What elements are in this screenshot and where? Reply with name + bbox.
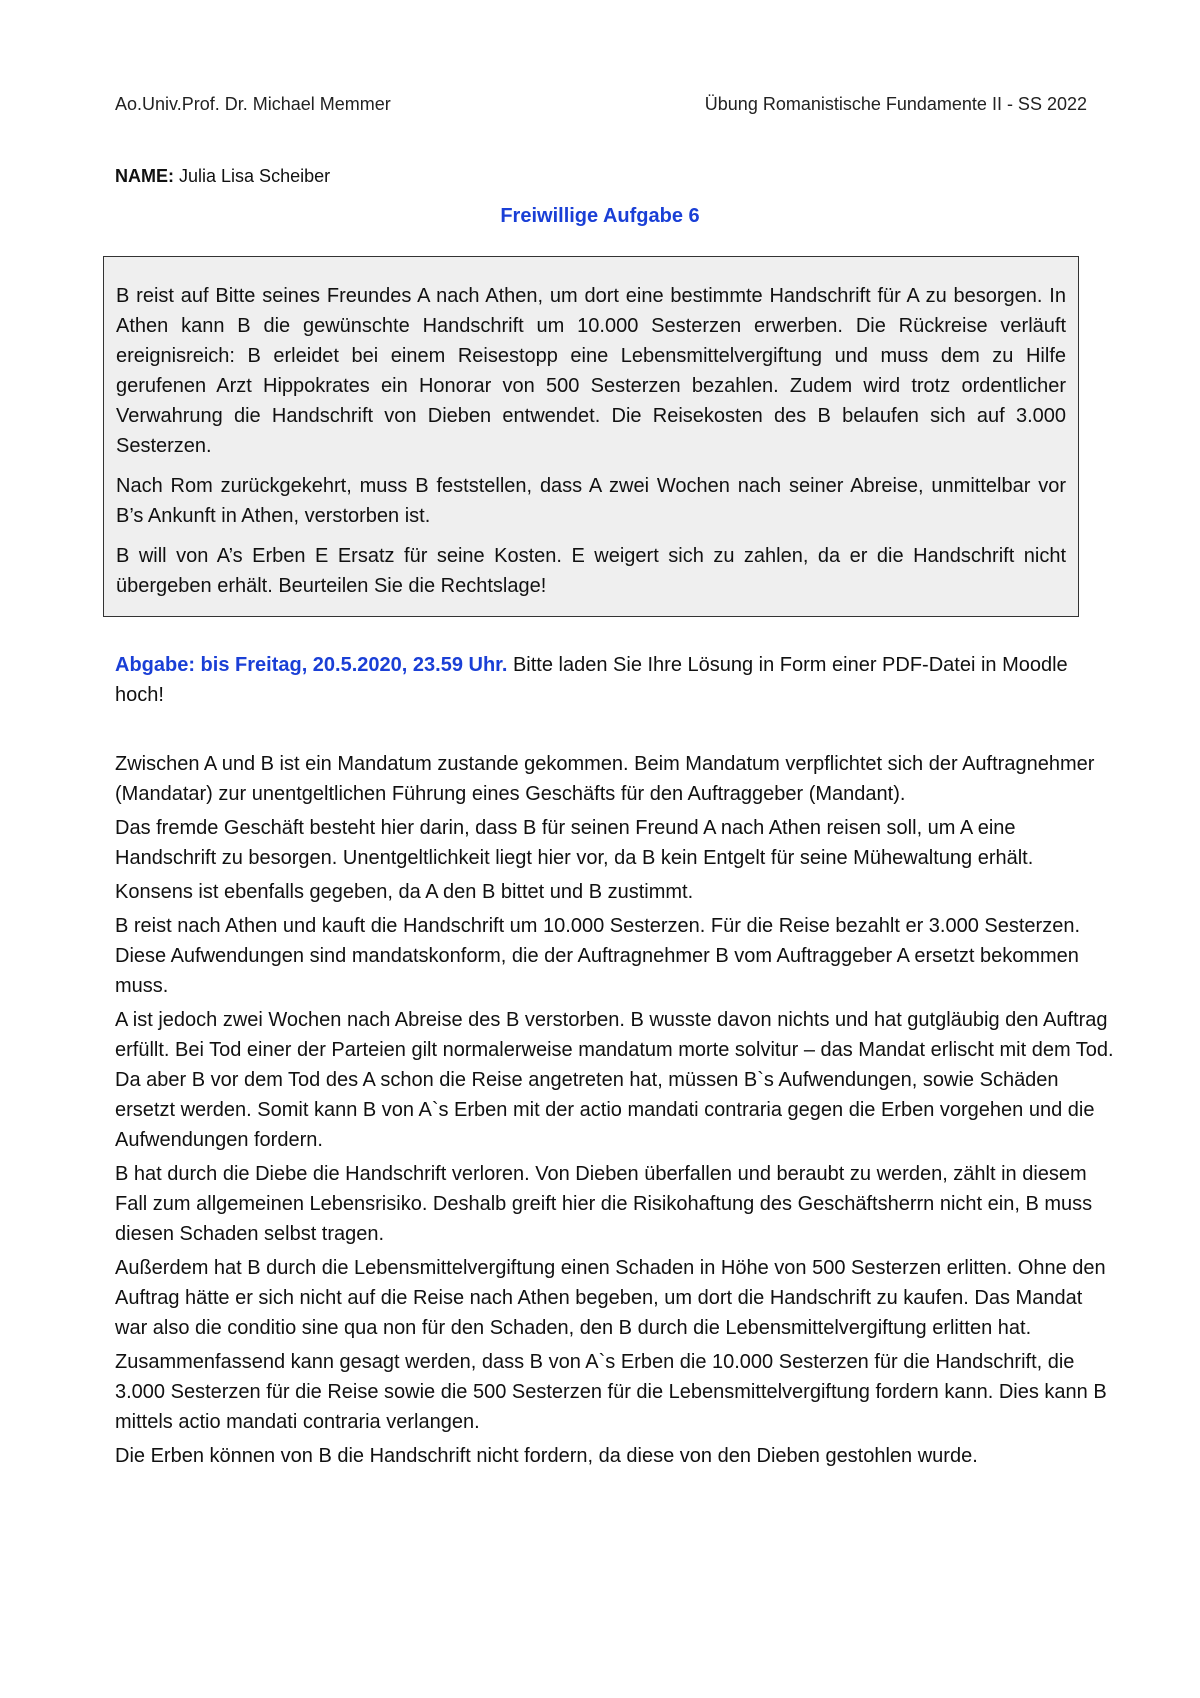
page-header (115, 94, 1087, 115)
answer-paragraph: A ist jedoch zwei Wochen nach Abreise des B verstorben. B wusste davon nichts und hat gutgläubig den Auftrag erfüllt. Bei Tod einer der Parteien gilt normalerweise mandatum morte solvitur – das Mandat erlischt mit dem Tod. Da aber B vor dem Tod des A schon die Reise angetreten hat, müssen B`s Aufwendungen, sowie Schäden ersetzt werden. Somit kann B von A`s Erben mit der actio mandati contraria gegen die Erben vorgehen und die Aufwendungen fordern. (115, 1009, 1114, 1151)
assignment-title: Freiwillige Aufgabe 6 (500, 205, 700, 227)
task-box (103, 256, 1079, 617)
answer-paragraph: Die Erben können von B die Handschrift nicht fordern, da diese von den Dieben gestohlen wurde. (115, 1445, 978, 1467)
answer-paragraph: Zwischen A und B ist ein Mandatum zustande gekommen. Beim Mandatum verpflichtet sich der Auftragnehmer (Mandatar) zur unentgeltlichen Führung eines Geschäfts für den Auftraggeber (Mandant). (115, 753, 1095, 805)
task-paragraph: B will von A’s Erben E Ersatz für seine Kosten. E weigert sich zu zahlen, da er die Handschrift nicht übergeben erhält. Beurteilen Sie die Rechtslage! (116, 545, 1066, 597)
answer-paragraph: B reist nach Athen und kauft die Handschrift um 10.000 Sesterzen. Für die Reise bezahlt er 3.000 Sesterzen. Diese Aufwendungen sind mandatskonform, die der Auftragnehmer B vom Auftraggeber A ersetzt bekommen muss. (115, 915, 1080, 997)
answer-paragraph: Außerdem hat B durch die Lebensmittelvergiftung einen Schaden in Höhe von 500 Sesterzen erlitten. Ohne den Auftrag hätte er sich nicht auf die Reise nach Athen begeben, um dort die Handschrift zu kaufen. Das Mandat war also die conditio sine qua non für den Schaden, den B durch die Lebensmittelvergiftung erlitten hat. (115, 1257, 1106, 1339)
task-paragraph: Nach Rom zurückgekehrt, muss B feststellen, dass A zwei Wochen nach seiner Abreise, unmittelbar vor B’s Ankunft in Athen, verstorben ist. (116, 475, 1066, 527)
answer-paragraph: Konsens ist ebenfalls gegeben, da A den B bittet und B zustimmt. (115, 881, 694, 903)
deadline-highlight: Abgabe: bis Freitag, 20.5.2020, 23.59 Uhr. (115, 654, 508, 676)
answer-paragraph: Das fremde Geschäft besteht hier darin, dass B für seinen Freund A nach Athen reisen soll, um A eine Handschrift zu besorgen. Unentgeltlichkeit liegt hier vor, da B kein Entgelt für seine Mühewaltung erhält. (115, 817, 1034, 869)
answer-paragraph: B hat durch die Diebe die Handschrift verloren. Von Dieben überfallen und beraubt zu werden, zählt in diesem Fall zum allgemeinen Lebensrisiko. Deshalb greift hier die Risikohaftung des Geschäftsherrn nicht ein, B muss diesen Schaden selbst tragen. (115, 1163, 1093, 1245)
deadline-notice (115, 650, 1080, 710)
header-course: Übung Romanistische Fundamente II - SS 2022 (704, 94, 1087, 114)
answer-paragraph: Zusammenfassend kann gesagt werden, dass B von A`s Erben die 10.000 Sesterzen für die Handschrift, die 3.000 Sesterzen für die Reise sowie die 500 Sesterzen für die Lebensmittelvergiftung fordern kann. Dies kann B mittels actio mandati contraria verlangen. (115, 1351, 1107, 1433)
task-paragraph: B reist auf Bitte seines Freundes A nach Athen, um dort eine bestimmte Handschrift für A zu besorgen. In Athen kann B die gewünschte Handschrift um 10.000 Sesterzen erwerben. Die Rückreise verläuft ereignisreich: B erleidet bei einem Reisestopp eine Lebensmittelvergiftung und muss dem zu Hilfe gerufenen Arzt Hippokrates ein Honorar von 500 Sesterzen bezahlen. Zudem wird trotz ordentlicher Verwahrung die Handschrift von Dieben entwendet. Die Reisekosten des B belaufen sich auf 3.000 Sesterzen. (116, 285, 1066, 457)
student-name-line (115, 166, 330, 187)
name-value: Julia Lisa Scheiber (179, 166, 331, 186)
answer-body (115, 749, 1115, 1475)
deadline-text: Bitte laden Sie Ihre Lösung in Form einer PDF-Datei in Moodle hoch! (115, 654, 1068, 706)
header-author: Ao.Univ.Prof. Dr. Michael Memmer (115, 94, 391, 114)
name-label: NAME: (115, 166, 174, 186)
